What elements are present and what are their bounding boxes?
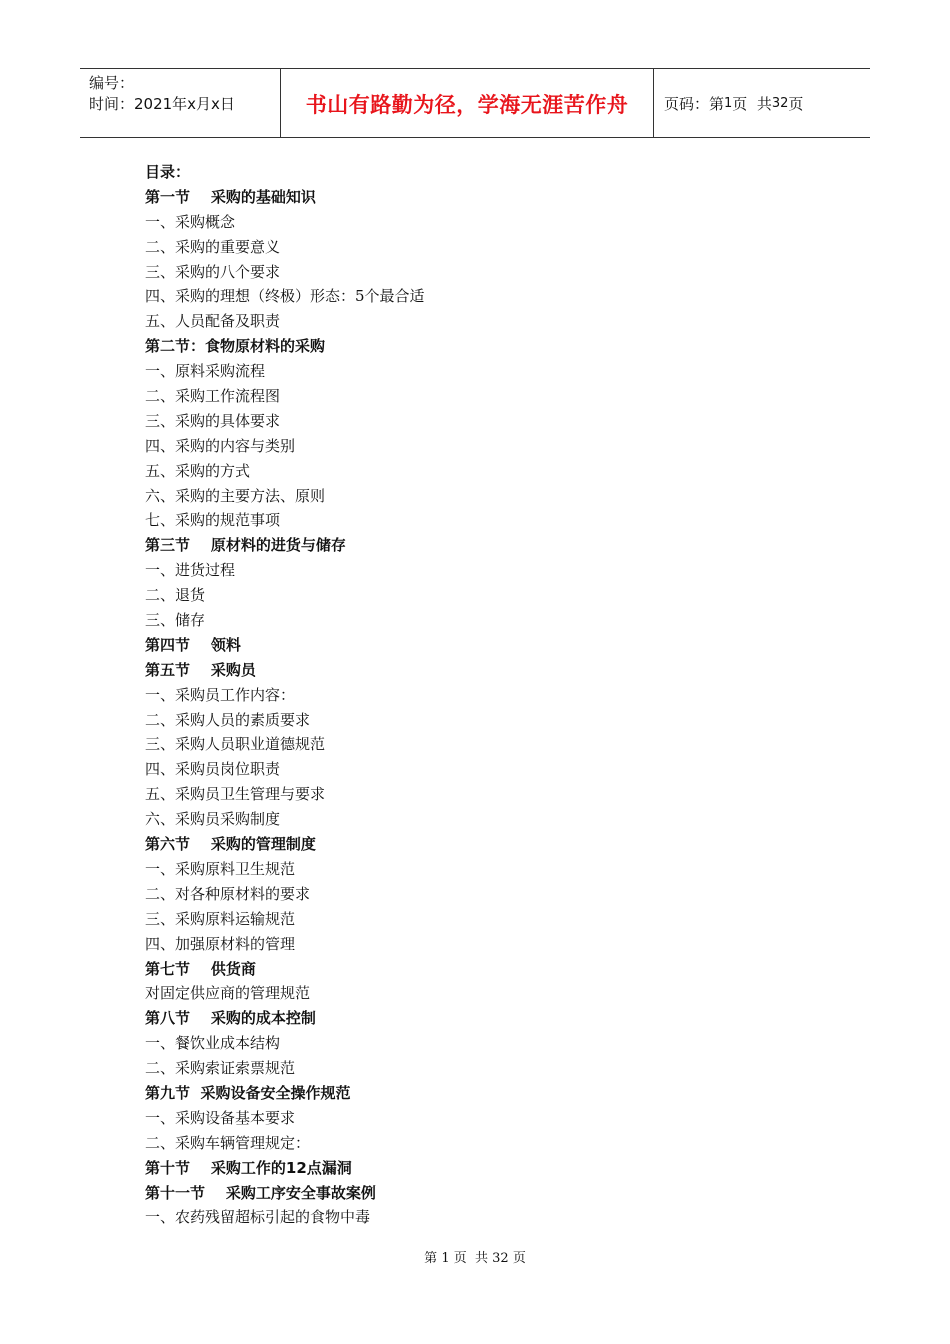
toc-section-heading: 第四节 领料 [145,635,241,654]
toc-section-heading: 第三节 原材料的进货与储存 [145,536,346,555]
document-header [80,68,870,138]
header-page-total: 32 [771,95,789,111]
document-date: 时间：2021年x月x日 [89,95,235,113]
toc-item: 二、退货 [145,586,206,605]
toc-item: 一、采购概念 [145,212,236,231]
toc-item: 五、人员配备及职责 [145,312,281,331]
toc-item: 一、原料采购流程 [145,362,266,381]
toc-title: 目录： [145,163,191,181]
header-motto-cell [281,69,654,137]
footer-current: 1 [441,1251,450,1266]
toc-item: 一、采购员工作内容： [145,685,296,704]
toc-item: 四、采购的内容与类别 [145,436,296,455]
document-number-label: 编号： [89,74,135,92]
toc-section-heading: 第七节 供货商 [145,959,256,978]
toc-item: 一、餐饮业成本结构 [145,1034,281,1053]
header-page-prefix: 页码：第 [664,94,725,113]
toc-item: 一、农药残留超标引起的食物中毒 [145,1208,371,1227]
header-info-cell [80,69,281,137]
toc-section-heading: 第十节 采购工作的12点漏洞 [145,1158,352,1177]
toc-section-heading: 第九节 采购设备安全操作规范 [145,1083,351,1102]
toc-item: 七、采购的规范事项 [145,511,281,530]
header-page-cell [654,69,870,137]
toc-item: 五、采购的方式 [145,461,251,480]
toc-item: 三、采购人员职业道德规范 [145,735,326,754]
toc-item: 三、采购的八个要求 [145,262,281,281]
header-page-mid: 页 共 [732,94,772,113]
toc-section-heading: 第五节 采购员 [145,660,256,679]
footer-total: 32 [492,1251,509,1266]
toc-item: 一、采购原料卫生规范 [145,859,296,878]
toc-item: 二、采购车辆管理规定： [145,1133,311,1152]
toc-item: 四、采购的理想（终极）形态：5个最合适 [145,287,425,306]
toc-section-heading: 第十一节 采购工序安全事故案例 [145,1183,376,1202]
table-of-contents [145,160,425,1230]
toc-item: 三、采购原料运输规范 [145,909,296,928]
page-footer [0,1247,950,1266]
toc-item: 四、采购员岗位职责 [145,760,281,779]
footer-mid: 页 共 [453,1251,488,1266]
toc-item: 五、采购员卫生管理与要求 [145,785,326,804]
toc-item: 一、进货过程 [145,561,236,580]
toc-item: 二、采购索证索票规范 [145,1059,296,1078]
toc-section-heading: 第二节：食物原材料的采购 [145,337,326,356]
toc-item: 二、采购的重要意义 [145,237,281,256]
footer-prefix: 第 [424,1251,438,1266]
toc-item: 对固定供应商的管理规范 [145,984,311,1003]
toc-item: 一、采购设备基本要求 [145,1108,296,1127]
toc-section-heading: 第八节 采购的成本控制 [145,1009,316,1028]
toc-item: 六、采购的主要方法、原则 [145,486,326,505]
toc-item: 二、采购工作流程图 [145,387,281,406]
toc-item: 二、采购人员的素质要求 [145,710,311,729]
toc-item: 三、采购的具体要求 [145,411,281,430]
header-page-current: 1 [724,95,733,111]
toc-item: 三、储存 [145,611,206,630]
toc-item: 四、加强原材料的管理 [145,934,296,953]
toc-section-heading: 第一节 采购的基础知识 [145,187,316,206]
header-page-suffix: 页 [788,94,804,113]
toc-item: 二、对各种原材料的要求 [145,884,311,903]
toc-section-heading: 第六节 采购的管理制度 [145,835,316,854]
footer-suffix: 页 [512,1251,526,1266]
toc-item: 六、采购员采购制度 [145,810,281,829]
header-motto: 书山有路勤为径，学海无涯苦作舟 [305,93,629,117]
